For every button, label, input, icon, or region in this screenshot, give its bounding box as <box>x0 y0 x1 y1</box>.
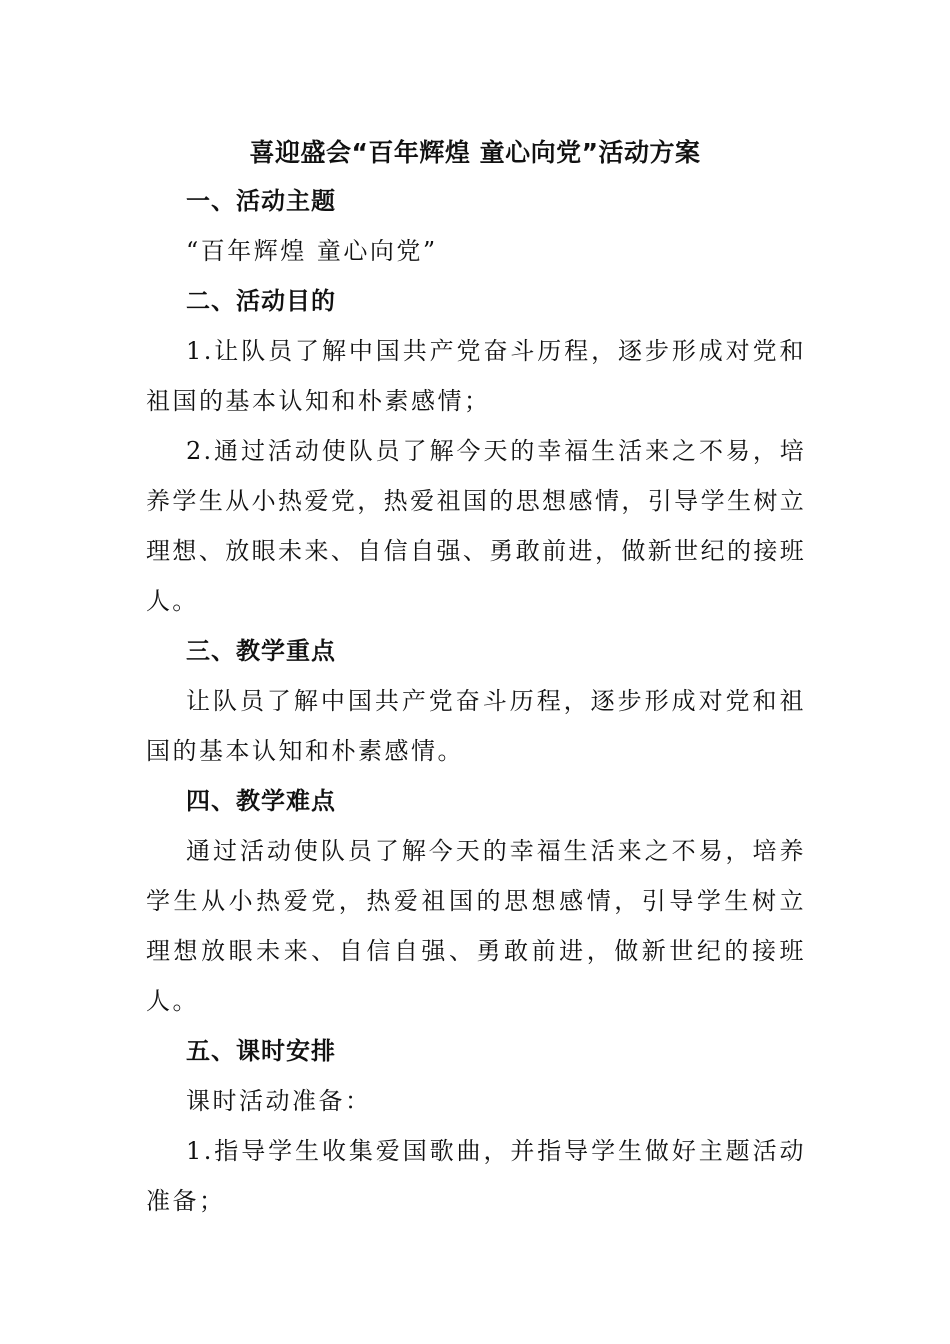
section-paragraph: “百年辉煌 童心向党” <box>186 237 438 265</box>
section-heading-purpose: 二、活动目的 <box>186 287 336 315</box>
section-heading-theme: 一、活动主题 <box>186 187 336 215</box>
section-paragraph: 1.让队员了解中国共产党奋斗历程，逐步形成对党和祖国的基本认知和朴素感情； <box>146 337 806 415</box>
section-paragraph: 课时活动准备： <box>186 1087 372 1115</box>
section-heading-teaching-difficulty: 四、教学难点 <box>186 787 336 815</box>
section-heading-teaching-focus: 三、教学重点 <box>186 637 336 665</box>
section-heading-schedule: 五、课时安排 <box>186 1037 336 1065</box>
section-paragraph: 2.通过活动使队员了解今天的幸福生活来之不易，培养学生从小热爱党，热爱祖国的思想感情，引导学生树立理想、放眼未来、自信自强、勇敢前进，做新世纪的接班人。 <box>146 437 806 615</box>
section-paragraph: 1.指导学生收集爱国歌曲，并指导学生做好主题活动准备； <box>146 1137 806 1215</box>
section-paragraph: 让队员了解中国共产党奋斗历程，逐步形成对党和祖国的基本认知和朴素感情。 <box>146 687 806 765</box>
document-body <box>146 176 806 1226</box>
section-paragraph: 通过活动使队员了解今天的幸福生活来之不易，培养学生从小热爱党，热爱祖国的思想感情，引导学生树立理想放眼未来、自信自强、勇敢前进，做新世纪的接班人。 <box>146 837 806 1015</box>
document-title: 喜迎盛会“百年辉煌 童心向党”活动方案 <box>249 138 701 167</box>
